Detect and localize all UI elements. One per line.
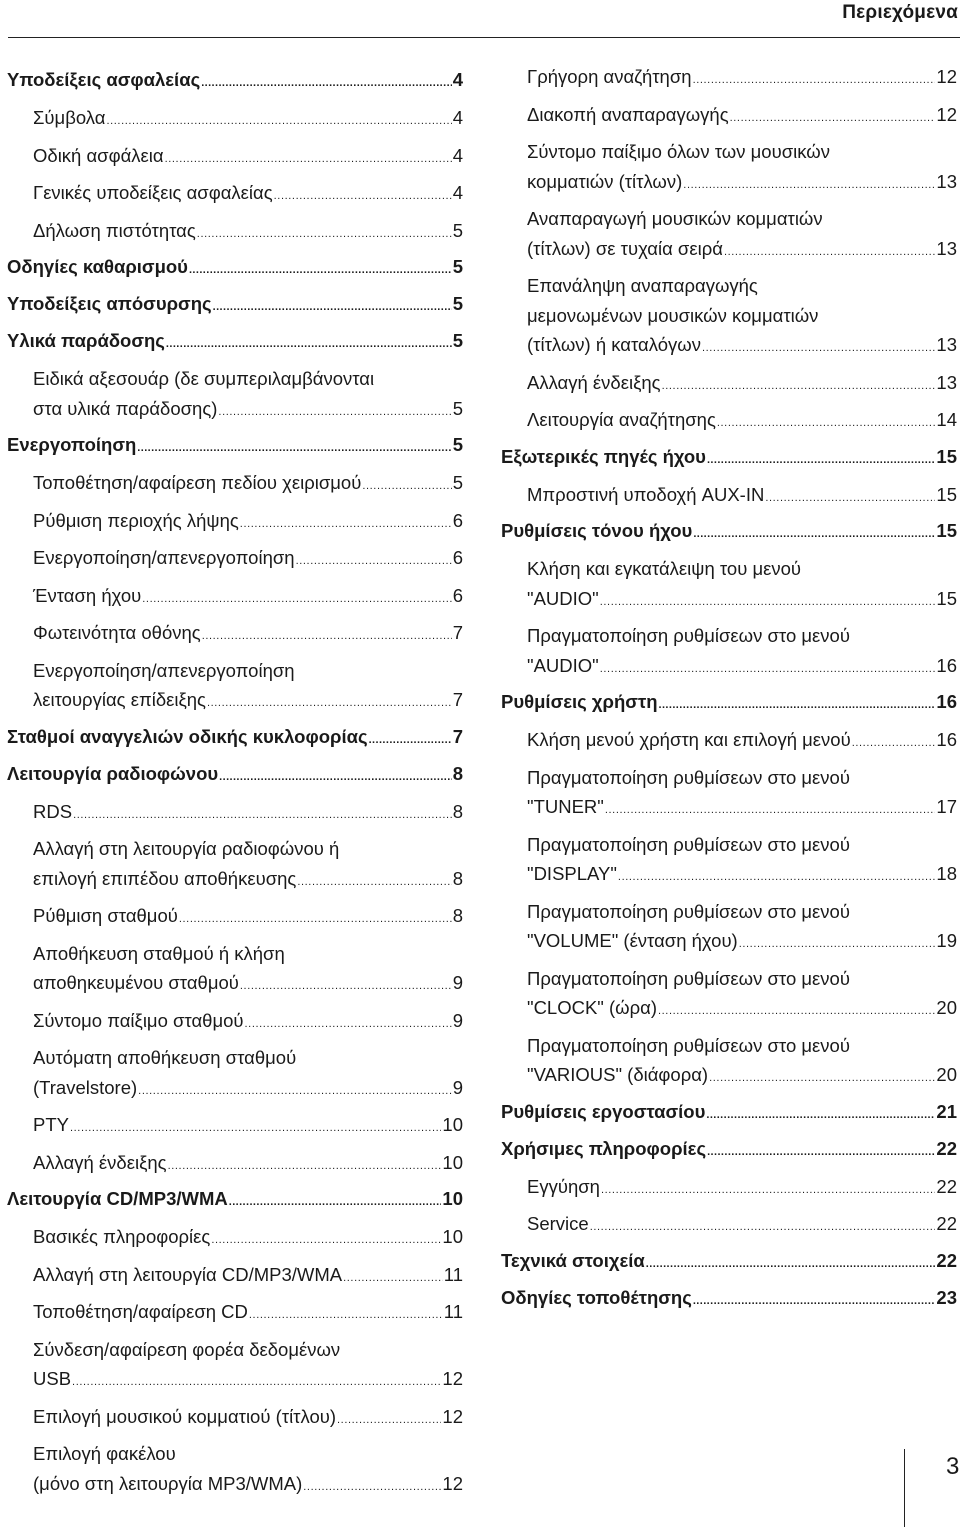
dot-leader <box>662 372 936 402</box>
toc-title-line: "AUDIO" <box>527 654 599 676</box>
toc-subsection <box>501 1172 957 1206</box>
dot-leader <box>724 238 935 268</box>
dot-leader <box>219 763 452 791</box>
toc-title-line: (τίτλων) ή καταλόγων <box>527 334 701 355</box>
toc-page-number: 21 <box>936 1100 957 1122</box>
toc-title-line: USB <box>33 1368 72 1389</box>
toc-page-number: 15 <box>936 520 957 541</box>
toc-subsection <box>7 1222 463 1256</box>
toc-subsection <box>7 939 463 1002</box>
toc-page-number: 14 <box>936 409 957 430</box>
toc-subsection <box>7 1297 463 1331</box>
toc-page-number: 22 <box>936 1249 957 1271</box>
toc-title-line: Υλικά παράδοσης <box>7 330 165 351</box>
toc-page-number: 15 <box>936 587 957 609</box>
toc-page-number: 22 <box>936 1137 957 1159</box>
toc-section <box>7 723 463 754</box>
toc-title-line: Σύντομο παίξιμο σταθμού <box>33 1009 244 1031</box>
toc-subsection <box>7 834 463 897</box>
toc-section <box>501 1247 957 1278</box>
toc-title-line: Υποδείξεις απόσυρσης <box>7 293 212 314</box>
toc-section <box>7 327 463 358</box>
dot-leader <box>274 182 452 212</box>
toc-page-number: 5 <box>452 219 463 241</box>
dot-leader <box>240 972 452 1002</box>
toc-subsection <box>501 621 957 684</box>
dot-leader <box>142 585 451 615</box>
toc-subsection <box>501 62 957 96</box>
dot-leader <box>683 171 935 201</box>
toc-page-number: 15 <box>936 445 957 467</box>
dot-leader <box>600 655 936 685</box>
dot-leader <box>343 1264 443 1294</box>
dot-leader <box>73 801 452 831</box>
toc-title-line: Ρύθμιση σταθμού <box>33 905 178 926</box>
dot-leader <box>600 588 936 618</box>
dot-leader <box>707 1138 935 1166</box>
toc-page-number: 12 <box>936 66 957 87</box>
toc-title-line: Λειτουργία αναζήτησης <box>527 409 716 430</box>
toc-column-left <box>7 62 463 1506</box>
toc-title-line: Αυτόματη αποθήκευση σταθμού <box>33 1047 297 1068</box>
toc-section <box>501 1135 957 1166</box>
toc-section <box>501 443 957 474</box>
dot-leader <box>739 930 936 960</box>
toc-title-line: Πραγματοποίηση ρυθμίσεων στο μενού <box>527 1034 850 1056</box>
toc-title-line: (μόνο στη λειτουργία MP3/WMA) <box>33 1472 303 1494</box>
toc-title-line: Ρυθμίσεις τόνου ήχου <box>501 520 693 541</box>
toc-title-line: Ενεργοποίηση <box>7 434 137 455</box>
toc-title-line: Μπροστινή υποδοχή AUX-IN <box>527 483 765 505</box>
dot-leader <box>168 1152 442 1182</box>
dot-leader <box>369 726 452 754</box>
toc-subsection <box>7 1148 463 1182</box>
toc-page-number: 10 <box>442 1114 463 1135</box>
toc-title-line: Σύνδεση/αφαίρεση φορέα δεδομένων <box>33 1338 341 1360</box>
toc-section <box>501 517 957 548</box>
toc-page-number: 6 <box>452 547 463 568</box>
toc-title-line: Ρύθμιση περιοχής λήψης <box>33 509 239 531</box>
toc-title-line: Χρήσιμες πληροφορίες <box>501 1137 707 1159</box>
toc-subsection <box>501 368 957 402</box>
toc-title-line: Ενεργοποίηση/απενεργοποίηση <box>33 659 295 681</box>
toc-title-line: Τοποθέτηση/αφαίρεση CD <box>33 1301 248 1322</box>
dot-leader <box>362 472 451 502</box>
toc-title-line: PTY <box>33 1114 69 1135</box>
toc-subsection <box>501 405 957 439</box>
toc-title-line: "VOLUME" (ένταση ήχου) <box>527 930 738 951</box>
dot-leader <box>245 1010 452 1040</box>
toc-title-line: κομματιών (τίτλων) <box>527 170 683 192</box>
toc-title-line: Επιλογή μουσικού κομματιού (τίτλου) <box>33 1405 337 1427</box>
dot-leader <box>702 334 935 364</box>
toc-title-line: Πραγματοποίηση ρυθμίσεων στο μενού <box>527 833 850 855</box>
toc-section <box>7 431 463 462</box>
toc-title-line: Οδηγίες τοποθέτησης <box>501 1286 692 1308</box>
toc-subsection <box>501 897 957 960</box>
toc-subsection <box>501 554 957 617</box>
dot-leader <box>693 1287 936 1315</box>
toc-page-number: 20 <box>936 997 957 1018</box>
toc-section <box>7 1185 463 1216</box>
toc-page-number: 13 <box>936 170 957 192</box>
dot-leader <box>707 446 935 474</box>
toc-title-line: Αποθήκευση σταθμού ή κλήση <box>33 942 285 964</box>
toc-page-number: 5 <box>452 472 463 493</box>
toc-subsection <box>501 271 957 364</box>
toc-page-number: 11 <box>443 1301 463 1322</box>
toc-title-line: Ρυθμίσεις εργοστασίου <box>501 1100 706 1122</box>
toc-page-number: 6 <box>452 584 463 606</box>
toc-page-number: 12 <box>442 1368 463 1389</box>
toc-title-line: μεμονωμένων μουσικών κομματιών <box>527 304 819 326</box>
toc-subsection <box>501 763 957 826</box>
toc-subsection <box>7 468 463 502</box>
dot-leader <box>296 547 452 577</box>
toc-section <box>7 290 463 321</box>
dot-leader <box>658 997 935 1027</box>
toc-title-line: Αλλαγή ένδειξης <box>33 1151 167 1173</box>
toc-page-number: 5 <box>452 293 463 314</box>
toc-subsection <box>501 1209 957 1243</box>
toc-title-line: "TUNER" <box>527 796 604 817</box>
toc-subsection <box>7 364 463 427</box>
toc-page-number: 18 <box>936 863 957 884</box>
dot-leader <box>717 409 936 439</box>
toc-page-number: 13 <box>936 334 957 355</box>
dot-leader <box>765 484 935 514</box>
toc-page-number: 17 <box>936 796 957 817</box>
toc-page-number: 7 <box>452 725 463 747</box>
toc-page-number: 13 <box>936 371 957 393</box>
toc-title-line: Εγγύηση <box>527 1175 600 1197</box>
toc-title-line: "VARIOUS" (διάφορα) <box>527 1064 709 1085</box>
toc-title-line: λειτουργίας επίδειξης <box>33 689 206 710</box>
toc-page-number: 5 <box>452 256 463 277</box>
toc-page-number: 10 <box>442 1226 463 1247</box>
toc-title-line: "DISPLAY" <box>527 863 617 884</box>
dot-leader <box>106 107 451 137</box>
dot-leader <box>197 220 452 250</box>
page-header-title: Περιεχόμενα <box>842 2 958 23</box>
dot-leader <box>706 1101 935 1129</box>
toc-page-number: 12 <box>442 1472 463 1494</box>
dot-leader <box>249 1301 443 1331</box>
toc-page-number: 16 <box>936 654 957 676</box>
toc-title-line: Αλλαγή στη λειτουργία ραδιοφώνου ή <box>33 838 340 859</box>
toc-page-number: 12 <box>936 103 957 125</box>
toc-subsection <box>7 1402 463 1436</box>
toc-title-line: Λειτουργία CD/MP3/WMA <box>7 1188 228 1209</box>
toc-title-line: Φωτεινότητα οθόνης <box>33 622 201 643</box>
toc-title-line: αποθηκευμένου σταθμού <box>33 972 239 993</box>
dot-leader <box>303 1473 441 1503</box>
toc-subsection <box>7 141 463 175</box>
toc-title-line: "AUDIO" <box>527 587 599 609</box>
toc-page-number: 5 <box>452 397 463 419</box>
dot-leader <box>137 434 451 462</box>
toc-column-right <box>501 62 957 1321</box>
toc-subsection <box>7 543 463 577</box>
dot-leader <box>297 868 451 898</box>
toc-page-number: 6 <box>452 509 463 531</box>
toc-title-line: Σταθμοί αναγγελιών οδικής κυκλοφορίας <box>7 725 368 747</box>
toc-title-line: Ένταση ήχου <box>33 584 142 606</box>
toc-title-line: Οδική ασφάλεια <box>33 144 164 166</box>
toc-page-number: 4 <box>452 144 463 166</box>
toc-section <box>501 1098 957 1129</box>
toc-page-number: 11 <box>443 1263 463 1285</box>
dot-leader <box>165 145 452 175</box>
toc-page-number: 20 <box>936 1064 957 1085</box>
toc-subsection <box>7 797 463 831</box>
toc-subsection <box>501 204 957 267</box>
toc-page-number: 7 <box>452 689 463 710</box>
toc-title-line: RDS <box>33 800 73 822</box>
toc-page-number: 19 <box>936 930 957 951</box>
toc-page-number: 8 <box>452 762 463 784</box>
dot-leader <box>337 1406 441 1436</box>
toc-title-line: Επανάληψη αναπαραγωγής <box>527 275 758 296</box>
toc-title-line: Πραγματοποίηση ρυθμίσεων στο μενού <box>527 766 850 788</box>
page-number: 3 <box>946 1453 960 1480</box>
toc-title-line: Τεχνικά στοιχεία <box>501 1249 645 1271</box>
dot-leader <box>189 256 452 284</box>
toc-title-line: (τίτλων) σε τυχαία σειρά <box>527 237 723 259</box>
dot-leader <box>229 1188 442 1216</box>
dot-leader <box>70 1114 441 1144</box>
toc-title-line: Αναπαραγωγή μουσικών κομματιών <box>527 208 823 229</box>
toc-title-line: Λειτουργία ραδιοφώνου <box>7 762 219 784</box>
toc-title-line: Εξωτερικές πηγές ήχου <box>501 445 706 467</box>
toc-page-number: 4 <box>452 69 463 90</box>
toc-subsection <box>7 1260 463 1294</box>
dot-leader <box>646 1250 936 1278</box>
toc-subsection <box>7 1110 463 1144</box>
dot-leader <box>659 691 936 719</box>
toc-page-number: 5 <box>452 434 463 455</box>
toc-title-line: Γρήγορη αναζήτηση <box>527 66 692 87</box>
toc-section <box>7 253 463 284</box>
dot-leader <box>202 622 452 652</box>
toc-section <box>7 66 463 97</box>
toc-subsection <box>7 506 463 540</box>
toc-page-number: 13 <box>936 237 957 259</box>
footer-divider <box>904 1449 905 1527</box>
toc-page-number: 10 <box>442 1151 463 1173</box>
toc-title-line: Αλλαγή στη λειτουργία CD/MP3/WMA <box>33 1263 343 1285</box>
toc-page-number: 4 <box>452 182 463 203</box>
toc-title-line: επιλογή επιπέδου αποθήκευσης <box>33 867 297 889</box>
toc-title-line: Τοποθέτηση/αφαίρεση πεδίου χειρισμού <box>33 472 362 493</box>
toc-subsection <box>7 581 463 615</box>
dot-leader <box>179 905 452 935</box>
toc-title-line: Ρυθμίσεις χρήστη <box>501 691 658 712</box>
toc-section <box>501 1284 957 1315</box>
toc-section <box>501 688 957 719</box>
dot-leader <box>207 689 452 719</box>
toc-title-line: Σύμβολα <box>33 107 106 128</box>
dot-leader <box>166 330 452 358</box>
toc-page-number: 22 <box>936 1213 957 1234</box>
dot-leader <box>211 1226 441 1256</box>
toc-page-number: 8 <box>452 867 463 889</box>
dot-leader <box>240 510 452 540</box>
toc-subsection <box>7 1439 463 1502</box>
toc-title-line: Service <box>527 1213 589 1234</box>
dot-leader <box>618 863 936 893</box>
toc-title-line: Διακοπή αναπαραγωγής <box>527 103 729 125</box>
toc-title-line: Πραγματοποίηση ρυθμίσεων στο μενού <box>527 900 850 922</box>
toc-subsection <box>501 1031 957 1094</box>
toc-page-number: 8 <box>452 800 463 822</box>
toc-page-number: 22 <box>936 1175 957 1197</box>
toc-subsection <box>7 901 463 935</box>
toc-title-line: Επιλογή φακέλου <box>33 1443 176 1464</box>
dot-leader <box>693 66 936 96</box>
toc-page-number: 15 <box>936 483 957 505</box>
toc-title-line: Οδηγίες καθαρισμού <box>7 256 188 277</box>
toc-subsection <box>7 1043 463 1106</box>
toc-section <box>7 760 463 791</box>
dot-leader <box>852 729 936 759</box>
toc-title-line: Κλήση μενού χρήστη και επιλογή μενού <box>527 729 851 750</box>
toc-subsection <box>7 656 463 719</box>
toc-title-line: Πραγματοποίηση ρυθμίσεων στο μενού <box>527 625 850 646</box>
toc-subsection <box>7 1006 463 1040</box>
toc-page-number: 12 <box>442 1405 463 1427</box>
toc-subsection <box>501 100 957 134</box>
toc-title-line: Ενεργοποίηση/απενεργοποίηση <box>33 547 295 568</box>
toc-page-number: 23 <box>936 1286 957 1308</box>
dot-leader <box>709 1064 935 1094</box>
toc-subsection <box>7 178 463 212</box>
dot-leader <box>201 69 452 97</box>
header-divider <box>8 37 960 38</box>
toc-subsection <box>7 216 463 250</box>
toc-page-number: 9 <box>452 1076 463 1098</box>
toc-page-number: 8 <box>452 905 463 926</box>
dot-leader <box>218 398 451 428</box>
dot-leader <box>72 1368 441 1398</box>
dot-leader <box>693 520 935 548</box>
toc-title-line: στα υλικά παράδοσης) <box>33 397 218 419</box>
toc-title-line: Υποδείξεις ασφαλείας <box>7 69 201 90</box>
toc-page-number: 10 <box>442 1188 463 1209</box>
toc-title-line: Βασικές πληροφορίες <box>33 1226 211 1247</box>
toc-title-line: "CLOCK" (ώρα) <box>527 997 657 1018</box>
toc-page-number: 9 <box>452 1009 463 1031</box>
dot-leader <box>601 1176 935 1206</box>
toc-title-line: Γενικές υποδείξεις ασφαλείας <box>33 182 273 203</box>
dot-leader <box>730 104 936 134</box>
toc-page-number: 7 <box>452 622 463 643</box>
toc-subsection <box>7 618 463 652</box>
toc-subsection <box>501 137 957 200</box>
dot-leader <box>213 293 452 321</box>
toc-subsection <box>7 103 463 137</box>
toc-page-number: 16 <box>936 729 957 750</box>
toc-title-line: Πραγματοποίηση ρυθμίσεων στο μενού <box>527 967 850 989</box>
toc-subsection <box>501 725 957 759</box>
toc-subsection <box>501 480 957 514</box>
toc-subsection <box>501 830 957 893</box>
toc-title-line: Δήλωση πιστότητας <box>33 219 196 241</box>
toc-subsection <box>501 964 957 1027</box>
toc-page-number: 16 <box>936 691 957 712</box>
dot-leader <box>605 796 936 826</box>
toc-title-line: Σύντομο παίξιμο όλων των μουσικών <box>527 141 830 162</box>
toc-title-line: Αλλαγή ένδειξης <box>527 371 661 393</box>
toc-title-line: Κλήση και εγκατάλειψη του μενού <box>527 558 802 579</box>
dot-leader <box>590 1213 936 1243</box>
toc-page-number: 4 <box>452 107 463 128</box>
toc-page-number: 9 <box>452 972 463 993</box>
toc-subsection <box>7 1335 463 1398</box>
toc-title-line: Ειδικά αξεσουάρ (δε συμπεριλαμβάνονται <box>33 368 375 389</box>
dot-leader <box>138 1077 452 1107</box>
toc-title-line: (Travelstore) <box>33 1076 138 1098</box>
toc-page-number: 5 <box>452 330 463 351</box>
